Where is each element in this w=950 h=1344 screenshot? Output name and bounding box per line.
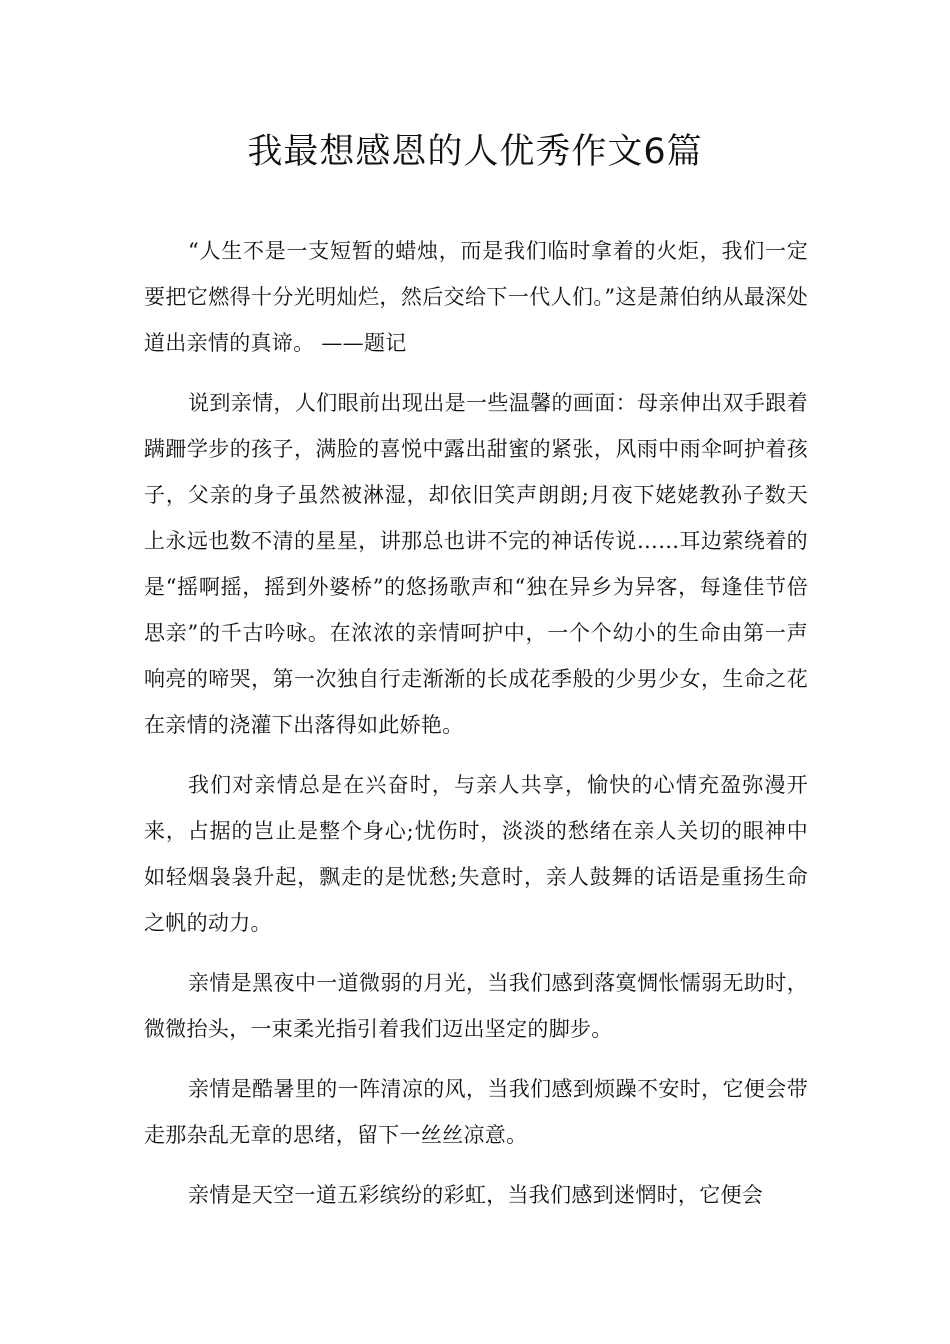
epigraph-paragraph: “人生不是一支短暂的蜡烛，而是我们临时拿着的火炬，我们一定要把它燃得十分光明灿烂，然后交给下一代人们。”这是萧伯纳从最深处道出亲情的真谛。 ——题记 [144, 239, 808, 355]
body-paragraph: 我们对亲情总是在兴奋时，与亲人共享，愉快的心情充盈弥漫开来，占据的岂止是整个身心;忧伤时，淡淡的愁绪在亲人关切的眼神中如轻烟袅袅升起，飘走的是忧愁;失意时，亲人鼓舞的话语是重扬生命之帆的动力。 [144, 773, 808, 935]
body-paragraph: 亲情是酷暑里的一阵清凉的风，当我们感到烦躁不安时，它便会带走那杂乱无章的思绪，留下一丝丝凉意。 [144, 1077, 808, 1147]
document-title: 我最想感恩的人优秀作文6篇 [247, 132, 703, 172]
document-body [144, 228, 808, 1232]
body-paragraph: 说到亲情，人们眼前出现出是一些温馨的画面：母亲伸出双手跟着蹒跚学步的孩子，满脸的喜悦中露出甜蜜的紧张，风雨中雨伞呵护着孩子，父亲的身子虽然被淋湿，却依旧笑声朗朗;月夜下姥姥教孙子数天上永远也数不清的星星，讲那总也讲不完的神话传说……耳边萦绕着的是“摇啊摇，摇到外婆桥”的悠扬歌声和“独在异乡为异客，每逢佳节倍思亲”的千古吟咏。在浓浓的亲情呵护中，一个个幼小的生命由第一声响亮的啼哭，第一次独自行走渐渐的长成花季般的少男少女，生命之花在亲情的浇灌下出落得如此娇艳。 [144, 391, 808, 737]
body-paragraph: 亲情是黑夜中一道微弱的月光，当我们感到落寞惆怅懦弱无助时，微微抬头，一束柔光指引着我们迈出坚定的脚步。 [144, 971, 808, 1041]
body-paragraph: 亲情是天空一道五彩缤纷的彩虹，当我们感到迷惘时，它便会 [188, 1183, 764, 1207]
